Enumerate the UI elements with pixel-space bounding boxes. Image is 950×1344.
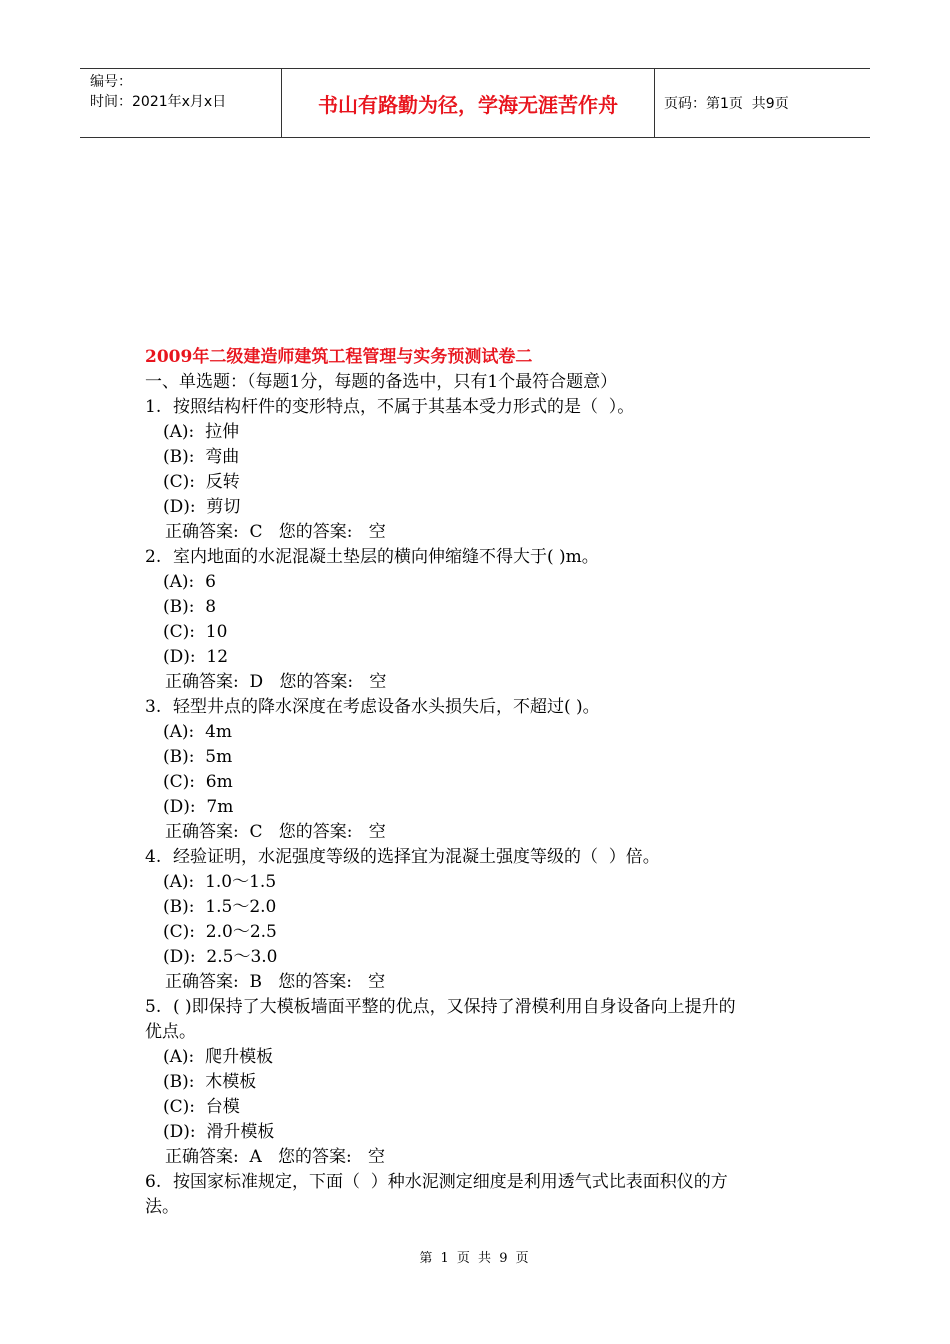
option-a: (A): 1.0～1.5 — [163, 872, 277, 892]
option-b: (B): 8 — [163, 597, 217, 617]
question-number: 2. — [145, 547, 162, 567]
question-text-continued: 优点。 — [145, 1022, 196, 1042]
question-1 — [145, 395, 815, 420]
option-a: (A): 4m — [163, 722, 233, 742]
option-b: (B): 木模板 — [163, 1072, 257, 1092]
question-text: 经验证明，水泥强度等级的选择宜为混凝土强度等级的（ ）倍。 — [173, 847, 660, 867]
option-d: (D): 7m — [163, 797, 234, 817]
question-text: ( )即保持了大模板墙面平整的优点，又保持了滑模利用自身设备向上提升的 — [173, 997, 736, 1017]
header-info-cell — [80, 69, 282, 137]
question-text: 室内地面的水泥混凝土垫层的横向伸缩缝不得大于( )m。 — [173, 547, 599, 567]
option-b: (B): 1.5～2.0 — [163, 897, 277, 917]
option-c: (C): 10 — [163, 622, 228, 642]
answer-line: 正确答案: D 您的答案: 空 — [165, 672, 387, 692]
question-number: 4. — [145, 847, 162, 867]
answer-line: 正确答案: A 您的答案: 空 — [165, 1147, 385, 1167]
section-heading: 一、单选题：（每题1分，每题的备选中，只有1个最符合题意） — [145, 372, 618, 392]
header-motto: 书山有路勤为径，学海无涯苦作舟 — [282, 69, 655, 137]
option-a: (A): 6 — [163, 572, 216, 592]
option-b: (B): 弯曲 — [163, 447, 240, 467]
question-text: 按照结构杆件的变形特点，不属于其基本受力形式的是（ ）。 — [173, 397, 635, 417]
question-4 — [145, 845, 815, 870]
question-5 — [145, 995, 815, 1020]
document-body — [145, 345, 815, 1220]
option-d: (D): 滑升模板 — [163, 1122, 275, 1142]
page-footer: 第 1 页 共 9 页 — [419, 1251, 531, 1266]
question-number: 5. — [145, 997, 162, 1017]
option-a: (A): 拉伸 — [163, 422, 240, 442]
page-label: 页码：第1页 共9页 — [664, 96, 789, 112]
question-text-continued: 法。 — [145, 1197, 179, 1217]
answer-line: 正确答案: C 您的答案: 空 — [165, 822, 386, 842]
question-6 — [145, 1170, 815, 1195]
header-page-cell — [655, 69, 870, 137]
number-label: 编号： — [90, 74, 132, 90]
time-label: 时间：2021年x月x日 — [90, 94, 227, 110]
answer-line: 正确答案: B 您的答案: 空 — [165, 972, 386, 992]
option-c: (C): 2.0～2.5 — [163, 922, 277, 942]
question-2 — [145, 545, 815, 570]
option-d: (D): 12 — [163, 647, 229, 667]
option-c: (C): 6m — [163, 772, 233, 792]
question-number: 6. — [145, 1172, 162, 1192]
question-number: 1. — [145, 397, 162, 417]
option-c: (C): 台模 — [163, 1097, 240, 1117]
option-d: (D): 2.5～3.0 — [163, 947, 278, 967]
question-3 — [145, 695, 815, 720]
question-text: 轻型井点的降水深度在考虑设备水头损失后，不超过( )。 — [173, 697, 600, 717]
document-title: 2009年二级建造师建筑工程管理与实务预测试卷二 — [145, 347, 533, 367]
document-header — [80, 68, 870, 138]
question-text: 按国家标准规定，下面（ ）种水泥测定细度是利用透气式比表面积仪的方 — [173, 1172, 728, 1192]
option-c: (C): 反转 — [163, 472, 240, 492]
option-a: (A): 爬升模板 — [163, 1047, 274, 1067]
question-number: 3. — [145, 697, 162, 717]
answer-line: 正确答案: C 您的答案: 空 — [165, 522, 386, 542]
option-d: (D): 剪切 — [163, 497, 241, 517]
option-b: (B): 5m — [163, 747, 233, 767]
